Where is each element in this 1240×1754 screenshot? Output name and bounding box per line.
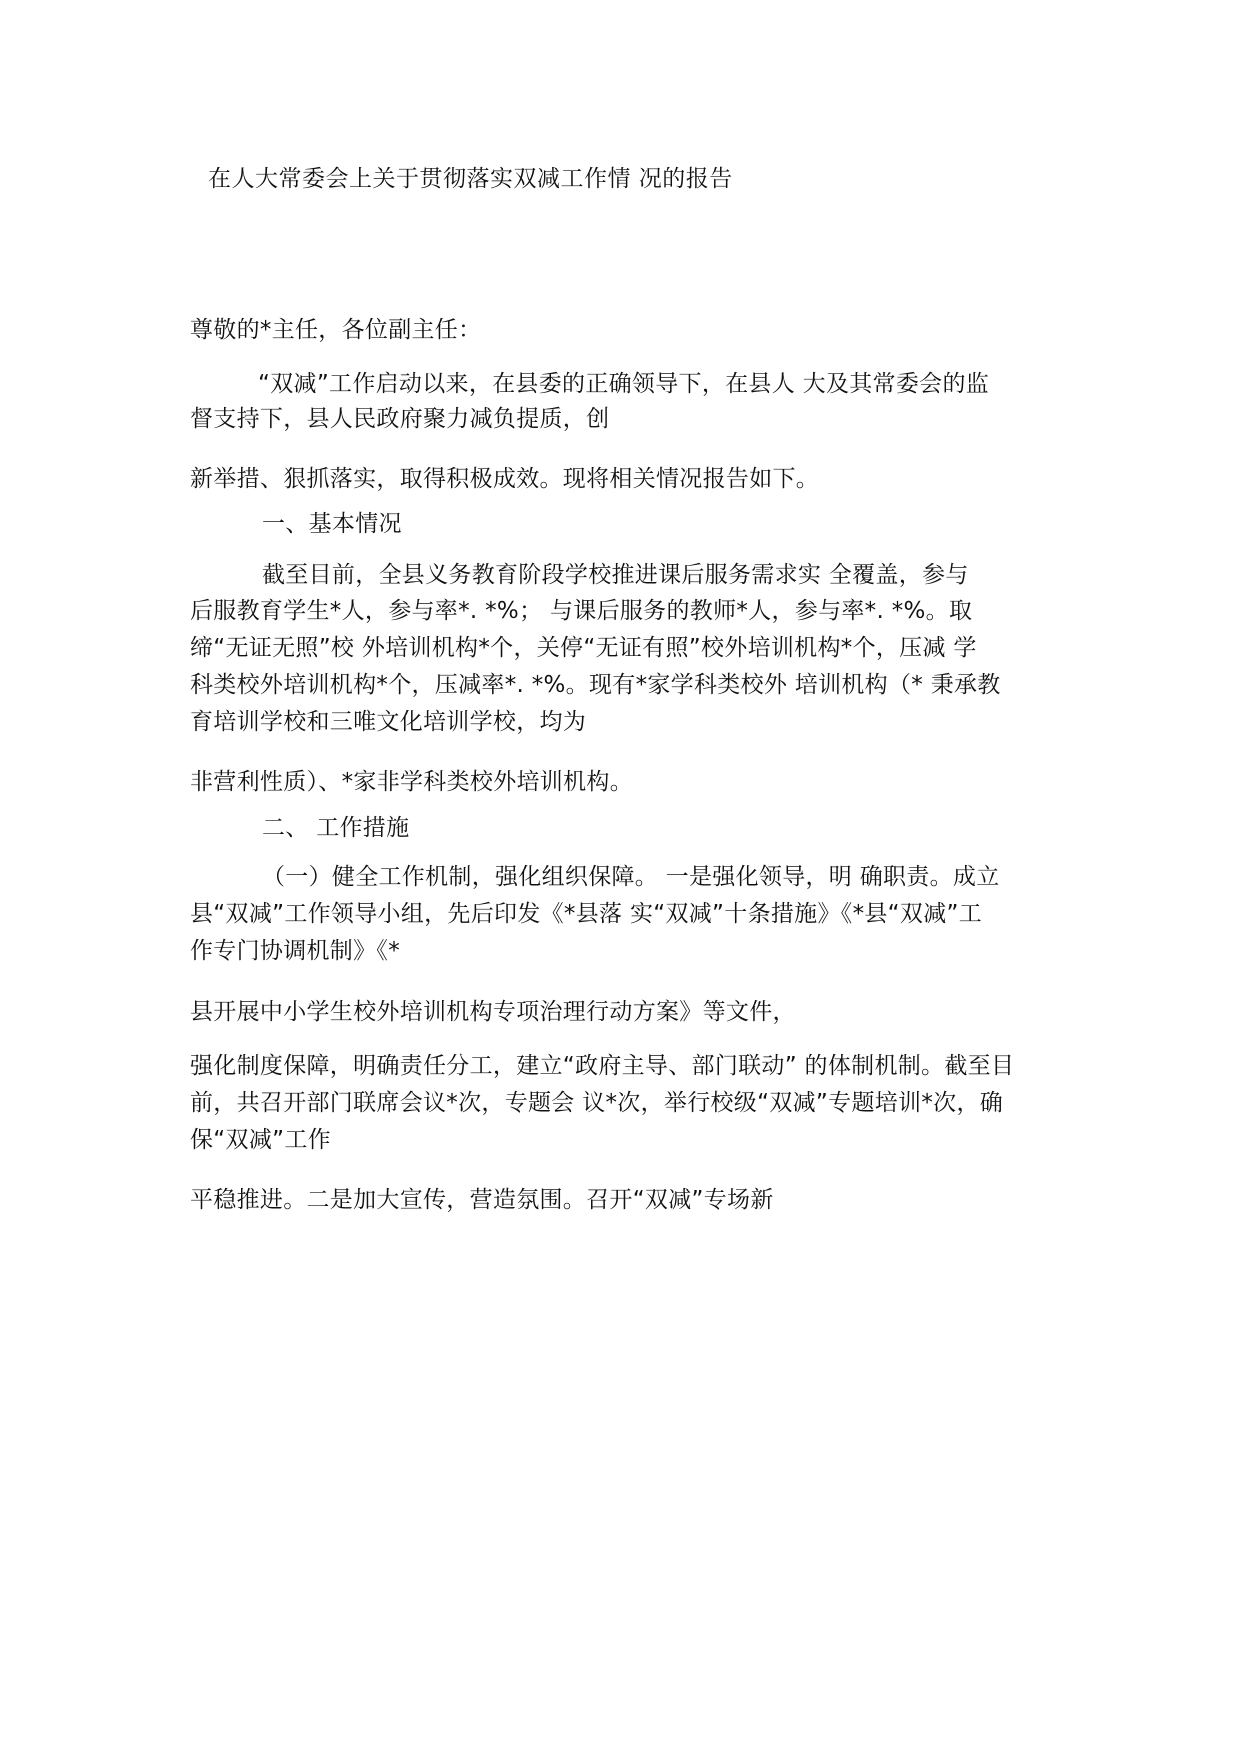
paragraph-line: （一）健全工作机制，强化组织保障。 一是强化领导，明 确职责。成立 <box>262 864 1000 890</box>
section-heading: 二、 工作措施 <box>262 815 410 841</box>
salutation: 尊敬的*主任，各位副主任： <box>190 317 482 343</box>
paragraph-line: 县开展中小学生校外培训机构专项治理行动方案》等文件， <box>190 999 796 1025</box>
section-heading: 一、基本情况 <box>262 511 402 537</box>
document-title: 在人大常委会上关于贯彻落实双减工作情 况的报告 <box>208 166 733 192</box>
paragraph-line: 缔“无证无照”校 外培训机构*个，关停“无证有照”校外培训机构*个，压减 学 <box>190 635 977 661</box>
paragraph-line: 截至目前，全县义务教育阶段学校推进课后服务需求实 全覆盖，参与 <box>262 562 969 588</box>
paragraph-line: 新举措、狠抓落实，取得积极成效。现将相关情况报告如下。 <box>190 466 820 492</box>
paragraph-line: 强化制度保障，明确责任分工，建立“政府主导、部门联动” 的体制机制。截至目 <box>190 1053 1015 1079</box>
paragraph-line: 县“双减”工作领导小组，先后印发《*县落 实“双减”十条措施》《*县“双减”工 <box>190 901 983 927</box>
paragraph-line: 作专门协调机制》《* <box>190 938 400 964</box>
paragraph-line: 前，共召开部门联席会议*次，专题会 议*次，举行校级“双减”专题培训*次，确 <box>190 1090 1004 1116</box>
paragraph-line: 保“双减”工作 <box>190 1127 331 1153</box>
paragraph-line: 后服教育学生*人，参与率*. *%； 与课后服务的教师*人，参与率*. *%。取 <box>190 598 973 624</box>
paragraph-line: 育培训学校和三唯文化培训学校，均为 <box>190 709 587 735</box>
paragraph-line: 科类校外培训机构*个，压减率*. *%。现有*家学科类校外 培训机构（* 秉承教 <box>190 672 1001 698</box>
paragraph-line: 平稳推进。二是加大宣传，营造氛围。召开“双减”专场新 <box>190 1187 774 1213</box>
paragraph-line: “双减”工作启动以来，在县委的正确领导下，在县人 大及其常委会的监 <box>258 371 990 397</box>
paragraph-line: 督支持下，县人民政府聚力减负提质，创 <box>190 406 610 432</box>
paragraph-line: 非营利性质）、*家非学科类校外培训机构。 <box>190 769 633 795</box>
